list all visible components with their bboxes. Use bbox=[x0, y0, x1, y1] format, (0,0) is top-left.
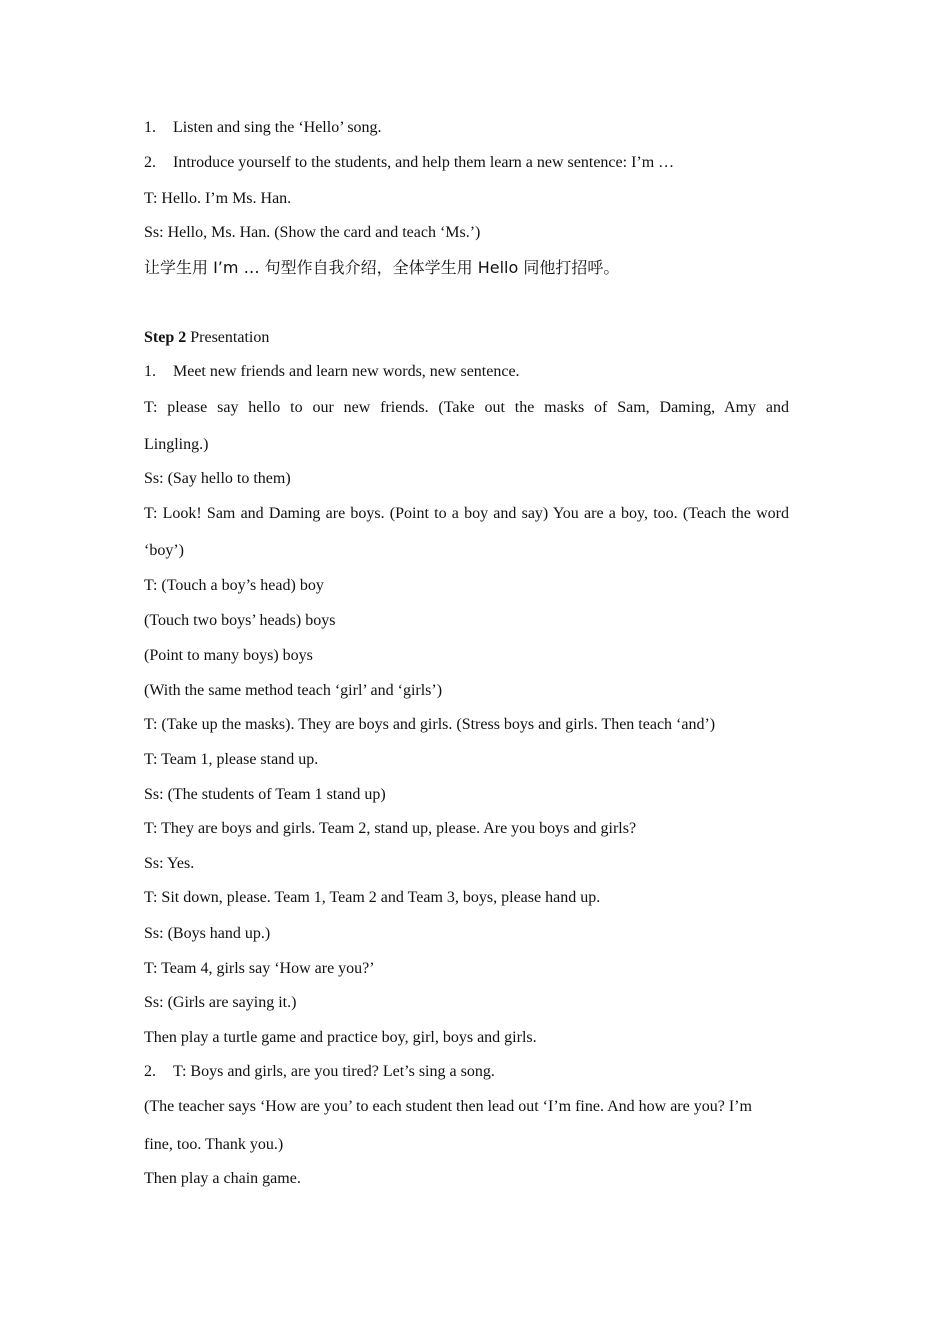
dialogue-line: Ss: Hello, Ms. Han. (Show the card and teach ‘Ms.’) bbox=[144, 224, 481, 241]
list-number: 2. bbox=[144, 154, 156, 171]
line-text: T: Boys and girls, are you tired? Let’s sing a song. bbox=[173, 1063, 495, 1080]
dialogue-line: Then play a chain game. bbox=[144, 1170, 301, 1187]
step-heading bbox=[144, 328, 269, 348]
dialogue-line: T: Look! Sam and Daming are boys. (Point to a boy and say) You are a boy, too. (Teach the word bbox=[144, 505, 789, 522]
dialogue-line: (Touch two boys’ heads) boys bbox=[144, 612, 336, 629]
dialogue-line: T: Team 1, please stand up. bbox=[144, 751, 319, 768]
dialogue-line: T: Hello. I’m Ms. Han. bbox=[144, 190, 292, 207]
list-item bbox=[144, 118, 382, 138]
dialogue-line: T: (Take up the masks). They are boys and girls. (Stress boys and girls. Then teach ‘and’) bbox=[144, 716, 716, 733]
dialogue-line: Then play a turtle game and practice boy, girl, boys and girls. bbox=[144, 1029, 537, 1046]
dialogue-line: fine, too. Thank you.) bbox=[144, 1136, 284, 1153]
list-item bbox=[144, 1062, 495, 1082]
line-text: Meet new friends and learn new words, new sentence. bbox=[173, 363, 520, 380]
dialogue-line: T: Sit down, please. Team 1, Team 2 and Team 3, boys, please hand up. bbox=[144, 889, 601, 906]
list-item bbox=[144, 362, 520, 382]
dialogue-line: Ss: (Say hello to them) bbox=[144, 470, 291, 487]
chinese-instruction: 让学生用 I’m … 句型作自我介绍，全体学生用 Hello 同他打招呼。 bbox=[144, 258, 620, 277]
dialogue-line: T: (Touch a boy’s head) boy bbox=[144, 577, 324, 594]
list-item bbox=[144, 153, 674, 173]
list-number: 1. bbox=[144, 363, 156, 380]
dialogue-line: Lingling.) bbox=[144, 436, 209, 453]
dialogue-line: Ss: (Boys hand up.) bbox=[144, 925, 271, 942]
line-text: Listen and sing the ‘Hello’ song. bbox=[173, 119, 382, 136]
list-number: 2. bbox=[144, 1063, 156, 1080]
dialogue-line: (With the same method teach ‘girl’ and ‘girls’) bbox=[144, 682, 443, 699]
dialogue-line: (Point to many boys) boys bbox=[144, 647, 313, 664]
dialogue-line: (The teacher says ‘How are you’ to each student then lead out ‘I’m fine. And how are you? I’m bbox=[144, 1098, 752, 1115]
dialogue-line: T: Team 4, girls say ‘How are you?’ bbox=[144, 960, 375, 977]
dialogue-line: Ss: (The students of Team 1 stand up) bbox=[144, 786, 386, 803]
dialogue-line: Ss: Yes. bbox=[144, 855, 195, 872]
list-number: 1. bbox=[144, 119, 156, 136]
line-text: Introduce yourself to the students, and help them learn a new sentence: I’m … bbox=[173, 154, 675, 171]
step-label: Step 2 bbox=[144, 329, 187, 346]
dialogue-line: Ss: (Girls are saying it.) bbox=[144, 994, 297, 1011]
dialogue-line: T: They are boys and girls. Team 2, stand up, please. Are you boys and girls? bbox=[144, 820, 637, 837]
step-title: Presentation bbox=[186, 329, 270, 346]
dialogue-line: ‘boy’) bbox=[144, 542, 184, 559]
dialogue-line: T: please say hello to our new friends. (Take out the masks of Sam, Daming, Amy and bbox=[144, 399, 789, 416]
